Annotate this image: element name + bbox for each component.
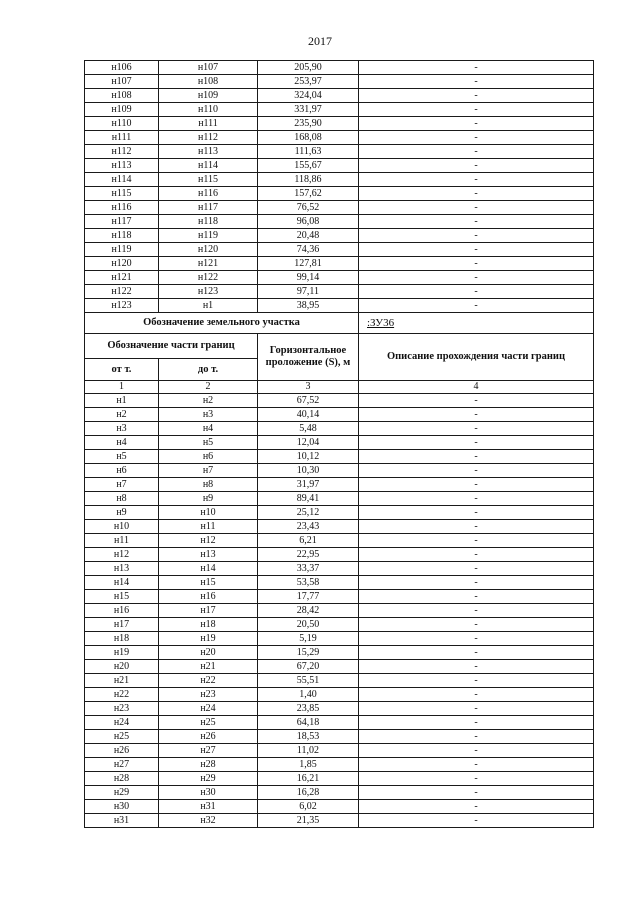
from-point-cell: н121	[85, 271, 159, 285]
to-point-cell: н118	[159, 215, 258, 229]
from-point-cell: н25	[85, 730, 159, 744]
column-number: 4	[359, 381, 594, 394]
parcel-row	[85, 313, 594, 334]
description-cell: -	[359, 744, 594, 758]
distance-cell: 157,62	[258, 187, 359, 201]
description-cell: -	[359, 173, 594, 187]
distance-cell: 331,97	[258, 103, 359, 117]
description-cell: -	[359, 131, 594, 145]
horizontal-distance-header: Горизонтальное проложение (S), м	[258, 334, 359, 381]
from-point-cell: н3	[85, 422, 159, 436]
description-cell: -	[359, 646, 594, 660]
description-cell: -	[359, 229, 594, 243]
from-point-cell: н123	[85, 299, 159, 313]
previous-parcel-rows	[85, 61, 594, 313]
table-row	[85, 758, 594, 772]
table-row	[85, 201, 594, 215]
to-point-cell: н19	[159, 632, 258, 646]
to-point-cell: н113	[159, 145, 258, 159]
distance-cell: 1,40	[258, 688, 359, 702]
description-cell: -	[359, 299, 594, 313]
to-point-cell: н112	[159, 131, 258, 145]
boundary-table	[84, 60, 594, 828]
table-row	[85, 660, 594, 674]
distance-cell: 74,36	[258, 243, 359, 257]
distance-cell: 21,35	[258, 814, 359, 828]
to-point-cell: н14	[159, 562, 258, 576]
to-point-cell: н2	[159, 394, 258, 408]
table-row	[85, 394, 594, 408]
from-point-cell: н29	[85, 786, 159, 800]
distance-cell: 33,37	[258, 562, 359, 576]
description-cell: -	[359, 772, 594, 786]
parcel-header	[85, 313, 594, 394]
to-point-cell: н16	[159, 590, 258, 604]
description-cell: -	[359, 548, 594, 562]
description-cell: -	[359, 436, 594, 450]
table-row	[85, 688, 594, 702]
to-point-cell: н27	[159, 744, 258, 758]
description-cell: -	[359, 660, 594, 674]
description-cell: -	[359, 730, 594, 744]
from-point-cell: н23	[85, 702, 159, 716]
to-point-cell: н3	[159, 408, 258, 422]
table-row	[85, 131, 594, 145]
column-header-row	[85, 334, 594, 359]
distance-cell: 20,50	[258, 618, 359, 632]
from-point-cell: н110	[85, 117, 159, 131]
distance-cell: 67,20	[258, 660, 359, 674]
from-point-cell: н116	[85, 201, 159, 215]
to-point-cell: н116	[159, 187, 258, 201]
from-point-cell: н13	[85, 562, 159, 576]
to-point-cell: н122	[159, 271, 258, 285]
distance-cell: 127,81	[258, 257, 359, 271]
from-point-cell: н15	[85, 590, 159, 604]
from-point-cell: н111	[85, 131, 159, 145]
description-cell: -	[359, 271, 594, 285]
distance-cell: 40,14	[258, 408, 359, 422]
table-row	[85, 436, 594, 450]
table-row	[85, 674, 594, 688]
table-row	[85, 243, 594, 257]
description-cell: -	[359, 257, 594, 271]
from-point-cell: н107	[85, 75, 159, 89]
table-row	[85, 299, 594, 313]
table-row	[85, 285, 594, 299]
from-point-cell: н106	[85, 61, 159, 75]
description-cell: -	[359, 215, 594, 229]
distance-cell: 5,48	[258, 422, 359, 436]
table-row	[85, 257, 594, 271]
distance-cell: 99,14	[258, 271, 359, 285]
distance-cell: 5,19	[258, 632, 359, 646]
from-point-cell: н12	[85, 548, 159, 562]
table-row	[85, 646, 594, 660]
distance-cell: 15,29	[258, 646, 359, 660]
from-point-cell: н24	[85, 716, 159, 730]
from-point-cell: н122	[85, 285, 159, 299]
table-row	[85, 632, 594, 646]
table-row	[85, 814, 594, 828]
to-point-cell: н22	[159, 674, 258, 688]
from-point-cell: н14	[85, 576, 159, 590]
parcel-label: Обозначение земельного участка	[85, 313, 359, 334]
from-point-cell: н119	[85, 243, 159, 257]
from-point-cell: н113	[85, 159, 159, 173]
from-point-header: от т.	[85, 359, 159, 381]
description-cell: -	[359, 758, 594, 772]
description-cell: -	[359, 632, 594, 646]
description-cell: -	[359, 520, 594, 534]
description-cell: -	[359, 117, 594, 131]
table-row	[85, 730, 594, 744]
description-cell: -	[359, 492, 594, 506]
to-point-cell: н107	[159, 61, 258, 75]
description-cell: -	[359, 187, 594, 201]
distance-cell: 111,63	[258, 145, 359, 159]
from-point-cell: н120	[85, 257, 159, 271]
distance-cell: 23,43	[258, 520, 359, 534]
description-cell: -	[359, 478, 594, 492]
table-row	[85, 590, 594, 604]
to-point-cell: н10	[159, 506, 258, 520]
from-point-cell: н20	[85, 660, 159, 674]
distance-cell: 12,04	[258, 436, 359, 450]
description-cell: -	[359, 422, 594, 436]
description-cell: -	[359, 786, 594, 800]
from-point-cell: н21	[85, 674, 159, 688]
description-cell: -	[359, 89, 594, 103]
from-point-cell: н5	[85, 450, 159, 464]
table-row	[85, 772, 594, 786]
distance-cell: 6,02	[258, 800, 359, 814]
from-point-cell: н114	[85, 173, 159, 187]
distance-cell: 11,02	[258, 744, 359, 758]
table-row	[85, 422, 594, 436]
from-point-cell: н112	[85, 145, 159, 159]
from-point-cell: н11	[85, 534, 159, 548]
distance-cell: 97,11	[258, 285, 359, 299]
table-row	[85, 618, 594, 632]
table-row	[85, 534, 594, 548]
table-row	[85, 75, 594, 89]
table-row	[85, 562, 594, 576]
from-point-cell: н31	[85, 814, 159, 828]
from-point-cell: н27	[85, 758, 159, 772]
table-row	[85, 548, 594, 562]
to-point-cell: н6	[159, 450, 258, 464]
to-point-cell: н119	[159, 229, 258, 243]
distance-cell: 6,21	[258, 534, 359, 548]
table-row	[85, 103, 594, 117]
description-cell: -	[359, 716, 594, 730]
distance-cell: 205,90	[258, 61, 359, 75]
to-point-cell: н4	[159, 422, 258, 436]
to-point-cell: н25	[159, 716, 258, 730]
table-row	[85, 215, 594, 229]
from-point-cell: н2	[85, 408, 159, 422]
table-row	[85, 408, 594, 422]
distance-cell: 253,97	[258, 75, 359, 89]
description-cell: -	[359, 103, 594, 117]
from-point-cell: н117	[85, 215, 159, 229]
to-point-cell: н114	[159, 159, 258, 173]
from-point-cell: н109	[85, 103, 159, 117]
table-row	[85, 464, 594, 478]
table-row	[85, 187, 594, 201]
description-cell: -	[359, 702, 594, 716]
description-cell: -	[359, 534, 594, 548]
from-point-cell: н118	[85, 229, 159, 243]
distance-cell: 31,97	[258, 478, 359, 492]
distance-cell: 10,30	[258, 464, 359, 478]
table-row	[85, 604, 594, 618]
table-row	[85, 61, 594, 75]
to-point-cell: н23	[159, 688, 258, 702]
distance-cell: 155,67	[258, 159, 359, 173]
to-point-cell: н26	[159, 730, 258, 744]
distance-cell: 28,42	[258, 604, 359, 618]
parcel-zu36-rows	[85, 394, 594, 828]
description-header: Описание прохождения части границ	[359, 334, 594, 381]
distance-cell: 17,77	[258, 590, 359, 604]
description-cell: -	[359, 464, 594, 478]
description-cell: -	[359, 814, 594, 828]
column-number: 2	[159, 381, 258, 394]
description-cell: -	[359, 75, 594, 89]
table-row	[85, 506, 594, 520]
column-number: 1	[85, 381, 159, 394]
to-point-cell: н115	[159, 173, 258, 187]
table-row	[85, 786, 594, 800]
from-point-cell: н28	[85, 772, 159, 786]
description-cell: -	[359, 243, 594, 257]
description-cell: -	[359, 408, 594, 422]
to-point-cell: н13	[159, 548, 258, 562]
distance-cell: 324,04	[258, 89, 359, 103]
to-point-cell: н7	[159, 464, 258, 478]
distance-cell: 38,95	[258, 299, 359, 313]
to-point-cell: н29	[159, 772, 258, 786]
to-point-cell: н110	[159, 103, 258, 117]
from-point-cell: н6	[85, 464, 159, 478]
distance-cell: 23,85	[258, 702, 359, 716]
to-point-cell: н5	[159, 436, 258, 450]
to-point-cell: н108	[159, 75, 258, 89]
to-point-cell: н32	[159, 814, 258, 828]
to-point-cell: н117	[159, 201, 258, 215]
distance-cell: 118,86	[258, 173, 359, 187]
distance-cell: 89,41	[258, 492, 359, 506]
from-point-cell: н16	[85, 604, 159, 618]
from-point-cell: н4	[85, 436, 159, 450]
description-cell: -	[359, 506, 594, 520]
distance-cell: 10,12	[258, 450, 359, 464]
table-row	[85, 89, 594, 103]
description-cell: -	[359, 688, 594, 702]
table-row	[85, 159, 594, 173]
to-point-cell: н120	[159, 243, 258, 257]
table-row	[85, 744, 594, 758]
table-row	[85, 716, 594, 730]
from-point-cell: н17	[85, 618, 159, 632]
to-point-cell: н17	[159, 604, 258, 618]
table-row	[85, 702, 594, 716]
to-point-cell: н31	[159, 800, 258, 814]
table-row	[85, 800, 594, 814]
parcel-designation: :ЗУ36	[359, 313, 594, 334]
description-cell: -	[359, 159, 594, 173]
to-point-cell: н111	[159, 117, 258, 131]
to-point-cell: н20	[159, 646, 258, 660]
table-row	[85, 145, 594, 159]
from-point-cell: н9	[85, 506, 159, 520]
from-point-cell: н115	[85, 187, 159, 201]
to-point-cell: н30	[159, 786, 258, 800]
distance-cell: 1,85	[258, 758, 359, 772]
to-point-cell: н121	[159, 257, 258, 271]
from-point-cell: н22	[85, 688, 159, 702]
to-point-cell: н28	[159, 758, 258, 772]
description-cell: -	[359, 394, 594, 408]
to-point-cell: н123	[159, 285, 258, 299]
table-row	[85, 117, 594, 131]
from-point-cell: н26	[85, 744, 159, 758]
description-cell: -	[359, 576, 594, 590]
to-point-header: до т.	[159, 359, 258, 381]
distance-cell: 235,90	[258, 117, 359, 131]
description-cell: -	[359, 450, 594, 464]
distance-cell: 64,18	[258, 716, 359, 730]
description-cell: -	[359, 618, 594, 632]
distance-cell: 55,51	[258, 674, 359, 688]
to-point-cell: н1	[159, 299, 258, 313]
table-row	[85, 478, 594, 492]
table-row	[85, 450, 594, 464]
distance-cell: 168,08	[258, 131, 359, 145]
from-point-cell: н1	[85, 394, 159, 408]
from-point-cell: н10	[85, 520, 159, 534]
page-number: 2017	[308, 34, 332, 48]
distance-cell: 18,53	[258, 730, 359, 744]
from-point-cell: н19	[85, 646, 159, 660]
to-point-cell: н8	[159, 478, 258, 492]
table-row	[85, 271, 594, 285]
to-point-cell: н24	[159, 702, 258, 716]
to-point-cell: н9	[159, 492, 258, 506]
table-row	[85, 520, 594, 534]
description-cell: -	[359, 604, 594, 618]
table-row	[85, 173, 594, 187]
to-point-cell: н18	[159, 618, 258, 632]
column-number: 3	[258, 381, 359, 394]
boundary-parts-header: Обозначение части границ	[85, 334, 258, 359]
distance-cell: 67,52	[258, 394, 359, 408]
distance-cell: 53,58	[258, 576, 359, 590]
distance-cell: 76,52	[258, 201, 359, 215]
distance-cell: 16,28	[258, 786, 359, 800]
description-cell: -	[359, 590, 594, 604]
column-number-row	[85, 381, 594, 394]
to-point-cell: н12	[159, 534, 258, 548]
from-point-cell: н18	[85, 632, 159, 646]
table-row	[85, 576, 594, 590]
to-point-cell: н109	[159, 89, 258, 103]
table-row	[85, 229, 594, 243]
to-point-cell: н11	[159, 520, 258, 534]
distance-cell: 20,48	[258, 229, 359, 243]
distance-cell: 25,12	[258, 506, 359, 520]
description-cell: -	[359, 145, 594, 159]
to-point-cell: н15	[159, 576, 258, 590]
from-point-cell: н7	[85, 478, 159, 492]
description-cell: -	[359, 562, 594, 576]
to-point-cell: н21	[159, 660, 258, 674]
distance-cell: 16,21	[258, 772, 359, 786]
from-point-cell: н8	[85, 492, 159, 506]
description-cell: -	[359, 285, 594, 299]
distance-cell: 96,08	[258, 215, 359, 229]
table-row	[85, 492, 594, 506]
description-cell: -	[359, 201, 594, 215]
distance-cell: 22,95	[258, 548, 359, 562]
from-point-cell: н108	[85, 89, 159, 103]
description-cell: -	[359, 800, 594, 814]
description-cell: -	[359, 61, 594, 75]
from-point-cell: н30	[85, 800, 159, 814]
description-cell: -	[359, 674, 594, 688]
